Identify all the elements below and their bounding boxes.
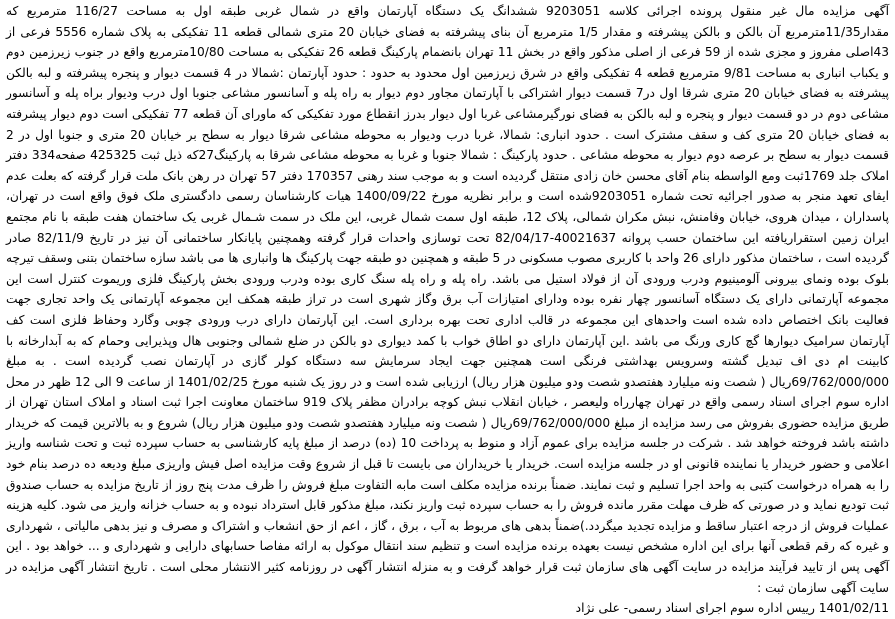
notice-body: آگهی مزایده مال غیر منقول پرونده اجرائی کلاسه 9203051 ششدانگ یک دستگاه آپارتمان واقع در شمال غربی طبقه اول به مساحت 116/27 مترمربع که مقدار11/35مترمربع آن بالکن و بالکن پیشرفته و مقدار 1/5 مترمربع آن بنای پیشرفته به فضای خیابان 20 متری شمالی قطعه 11 تفکیکی به پلاک شماره 5556 فرعی از 43اصلی مفروز و مجزی شده از 59 فرعی از اصلی مذکور واقع در بخش 11 تهران بانضمام پارکینگ قطعه 26 تفکیکی به مساحت 10/80مترمربع واقع در جنوب زیرزمین دوم و یکباب انباری به مساحت 9/81 مترمربع قطعه 4 تفکیکی واقع در شرق زیرزمین اول محدود به حدود : حدود آپارتمان :شمالا در 4 قسمت دیوار و پنجره پیشرفته و لبه بالکن پیشرفته به فضای خیابان 20 متری شرقا اول در7 قسمت دیوار اشتراکی با آپارتمان مجاور دوم دیوار به راه پله و آسانسور مشاعی جنوبا اول درب ودیوار براه پله و آسانسور مشاعی دوم در دو قسمت دیوار و پنجره و لبه بالکن به فضای نورگیرمشاعی غربا اول دیوار بدرز انقطاع مورد تفکیکی که ماورای آن قطعه 77 تفکیکی است دوم دیوار پیشرفته به فضای خیابان 20 متری کف و سقف مشترک است . حدود انباری: شمالا، غربا درب ودیوار به محوطه مشاعی شرقا دیوار به سطح بر خیابان 20 متری و جنوبا اول در 2 قسمت دیوار به سطح بر عرصه دوم دیوار به محوطه مشاعی . حدود پارکینگ : شمالا جنوبا و غربا به محوطه مشاعی شرقا به پارکینگ27که ذیل ثبت 425325 صفحه334 دفتر املاک جلد 1769ثبت ومع الواسطه بنام آقای محسن خان زادی منتقل گردیده است و به موجب سند رهنی 170357 دفتر 57 تهران در رهن بانک ملت قرار گرفته که بعلت عدم ایفای تعهد منجر به صدور اجرائیه تحت شماره 9203051شده است و برابر نظریه مورخ 1400/09/22 هیات کارشناسان رسمی دادگستری ملک فوق واقع است در تهران، پاسداران ، میدان هروی، خیابان وفامنش، نبش مکران شمالی، پلاک 12، طبقه اول سمت شمال غربی، این ملک در سمت شـمال غربی یک ساختمان هفت طبقه با نام مجتمع ایران زمین استقراریافته این ساختمان حسب پروانه 40021637-82/04/17 تحت توسازی واحدات قرار گرفته وهمچنین پایانکار ساختمانی آن نیز در تاریخ 82/11/9 صادر گردیده است ، ساختمان مذکور دارای 26 واحد با کاربری مصوب مسکونی در 5 طبقه و همچنین دو طبقه جهت پارکینگ ها وانباری ها می باشد سازه ساختمان بتنی وسقف تیرچه بلوک بوده ونمای بیرونی آلومینیوم ودرب ورودی آن از فولاد استیل می باشد. راه پله و راه پله سنگ کاری بوده ودرب ورودی بخش پارکینگ فلزی وریموت کنترل است این مجموعه آپارتمانی دارای یک دستگاه آسانسور چهار نفره بوده ودارای امتیازات آب برق وگاز شهری است در تراز طبقه همکف این مجموعه آپارتمانی یک واحد تجاری جهت فعالیت بانک اختصاص داده شده است واحدهای این مجموعه در قالب اداری تحت بهره برداری است. این آپارتمان دارای درب ورودی چوبی وگارد وحفاظ فلزی است کف آپارتمان سرامیک دیوارها گچ کاری ورنگ می باشد .این آپارتمان دارای دو اطاق خواب با کمد دیواری دو بالکن در ضلع شمالی وجنوبی هال وپذیرایی وحمام که به آبدارخانه با کابینت ام دی اف تبدیل گشته وسرویس بهداشتی فرنگی است همچنین جهت ایجاد سرمایش سه دستگاه کولر گازی در آپارتمان نصب گردیده است . به مبلغ 69/762/000/000ریال ( شصت ونه میلیارد هفتصدو شصت ودو میلیون هزار ریال) ارزیابی شده است و در روز یک شنبه مورخ 1401/02/25 از ساعت 9 الی 12 ظهر در محل اداره سوم اجرای اسناد رسمی واقع در تهران چهارراه ولیعصر ، خیابان انقلاب نبش کوچه برادران مظفر پلاک 919 ساختمان معاونت اجرا ثبت اسناد و املاک استان تهران از طریق مزایده حضوری بفروش می رسد مزایده از مبلغ 69/762/000/000ریال ( شصت ونه میلیارد هفتصدو شصت ودو میلیون هزار ریال) شروع و به بالاترین قیمت که خریدار داشته باشد فروخته خواهد شد . شرکت در جلسه مزایده برای عموم آزاد و منوط به پرداخت 10 (ده) درصد از مبلغ پایه کارشناسی به حساب سپرده ثبت و تحت شناسه واریز اعلامی و حضور خریدار یا نماینده قانونی او در جلسه مزایده است. خریدار یا خریداران می بایست تا قبل از شروع وقت مزایده اصل فیش واریزی مبلغ ودیعه ده درصد بنام خود را به همراه درخواست کتبی به واحد اجرا تسلیم و ثبت نمایند. ضمناً برنده مزایده مکلف است مابه التفاوت مبلغ فروش را ظرف مدت پنج روز از تاریخ مزایده به حساب صندوق ثبت تودیع نماید و در صورتی که ظرف مهلت مقرر مانده فروش را به حساب سپرده ثبت واریز نکند، مبلغ مذکور قابل استرداد نبوده و به حساب خزانه واریز می شود. کلیه هزینه عملیات فروش از درجه اعتبار ساقط و مزایده تجدید میگردد.)ضمناً بدهی های مربوط به آب ، برق ، گاز ، اعم از حق انشعاب و اشتراک و مصرف و نیز بدهی مالیاتی ، شهرداری و غیره که رقم قطعی آنها برای این اداره مشخص نیست بعهده برنده مزایده است و تنظیم سند انتقال موکول به ارائه مفاصا حسابهای دارایی و شهرداری و ... خواهد بود . این آگهی پس از تایید فرآیند مزایده در سایت آگهی های سازمان ثبت قرار خواهد گرفت و به منزله انتشار آگهی در روزنامه کثیر الانتشار محلی است . تاریخ انتشار آگهی مزایده در سایت آگهی سازمان ثبت :	[6, 4, 890, 595]
auction-notice	[6, 1, 890, 616]
notice-signature: 1401/02/11 رییس اداره سوم اجرای اسناد رسمی- علی نژاد	[575, 601, 889, 616]
